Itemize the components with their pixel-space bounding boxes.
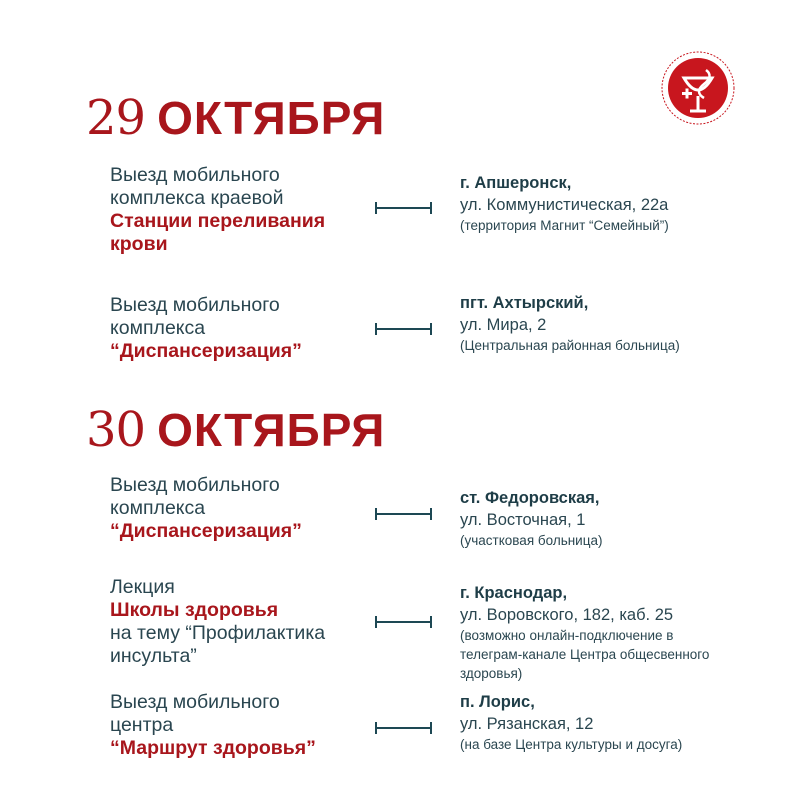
event-highlight: “Диспансеризация” xyxy=(110,520,302,542)
location-note: (Центральная районная больница) xyxy=(460,338,680,353)
event-description xyxy=(110,576,365,668)
day-number: 29 xyxy=(86,90,146,146)
location-street: ул. Воровского, 182, каб. 25 xyxy=(460,606,674,624)
day-heading-30 xyxy=(86,402,386,458)
day-heading-29 xyxy=(86,90,386,146)
connector-line xyxy=(375,202,432,214)
event-highlight: “Маршрут здоровья” xyxy=(110,737,316,759)
event-location xyxy=(460,487,780,550)
event-text-line: комплекса xyxy=(110,317,206,339)
location-place: п. Лорис, xyxy=(460,693,535,711)
connector-line xyxy=(375,508,432,520)
location-place: ст. Федоровская, xyxy=(460,489,600,507)
event-text-line: Выезд мобильного xyxy=(110,294,280,316)
event-description xyxy=(110,474,365,543)
event-description xyxy=(110,164,365,256)
event-text-line: на тему “Профилактика xyxy=(110,622,326,644)
ministry-emblem-icon xyxy=(656,40,740,130)
location-place: пгт. Ахтырский, xyxy=(460,294,589,312)
location-note: (на базе Центра культуры и досуга) xyxy=(460,737,683,752)
location-place: г. Краснодар, xyxy=(460,584,568,602)
event-highlight: “Диспансеризация” xyxy=(110,340,302,362)
event-text-line: Выезд мобильного xyxy=(110,474,280,496)
connector-line xyxy=(375,722,432,734)
location-note: (возможно онлайн-подключение в xyxy=(460,628,674,643)
connector-line xyxy=(375,323,432,335)
location-place: г. Апшеронск, xyxy=(460,174,572,192)
event-description xyxy=(110,294,365,363)
event-text-line: Выезд мобильного xyxy=(110,691,280,713)
event-text-line: комплекса краевой xyxy=(110,187,284,209)
location-street: ул. Мира, 2 xyxy=(460,316,547,334)
location-note: телеграм-канале Центра общесвенного xyxy=(460,647,710,662)
location-note: (участковая больница) xyxy=(460,533,603,548)
event-location xyxy=(460,292,780,355)
event-location xyxy=(460,172,780,235)
event-highlight: крови xyxy=(110,233,168,255)
event-text-line: комплекса xyxy=(110,497,206,519)
event-text-line: Лекция xyxy=(110,576,175,598)
event-highlight: Школы здоровья xyxy=(110,599,279,621)
event-text-line: центра xyxy=(110,714,174,736)
location-street: ул. Коммунистическая, 22а xyxy=(460,196,669,214)
event-location xyxy=(460,691,780,754)
event-text-line: Выезд мобильного xyxy=(110,164,280,186)
day-month: ОКТЯБРЯ xyxy=(157,404,386,456)
event-text-line: инсульта” xyxy=(110,645,197,667)
location-note: здоровья) xyxy=(460,666,523,681)
day-number: 30 xyxy=(86,402,146,458)
event-description xyxy=(110,691,365,760)
location-street: ул. Восточная, 1 xyxy=(460,511,586,529)
ministry-logo xyxy=(656,40,740,130)
event-location xyxy=(460,582,780,683)
location-note: (территория Магнит “Семейный”) xyxy=(460,218,669,233)
location-street: ул. Рязанская, 12 xyxy=(460,715,594,733)
connector-line xyxy=(375,616,432,628)
event-highlight: Станции переливания xyxy=(110,210,326,232)
day-month: ОКТЯБРЯ xyxy=(157,92,386,144)
